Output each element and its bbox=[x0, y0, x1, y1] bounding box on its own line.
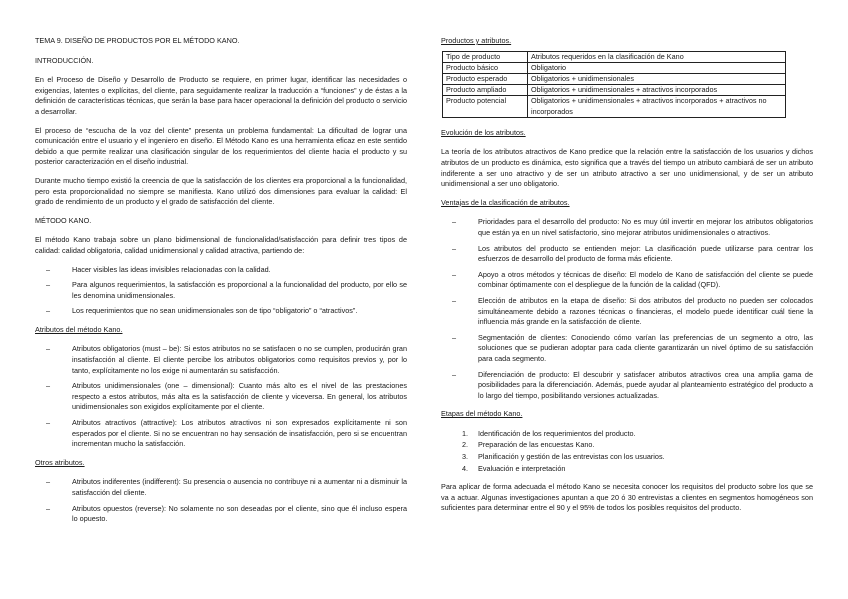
step-text: Planificación y gestión de las entrevistas con los usuarios. bbox=[478, 452, 665, 462]
table-cell: Obligatorios + unidimensionales + atractivos incorporados bbox=[528, 85, 786, 96]
table-header-cell: Atributos requeridos en la clasificación de Kano bbox=[528, 51, 786, 62]
table-cell: Obligatorio bbox=[528, 62, 786, 73]
list-item: – Atributos atractivos (attractive): Los atributos atractivos ni son expresados explícitamente ni son esperados por el cliente. Si no se encuentran no hay sensación de insatisfacción, pero si se encuentran incrementan mucho la satisfacción. bbox=[35, 418, 407, 450]
list-item: – Atributos indiferentes (indifferent): Su presencia o ausencia no contribuye ni a aumentar ni a disminuir la satisfacción del cliente. bbox=[35, 477, 407, 498]
intro-paragraph-3: Durante mucho tiempo existió la creencia de que la satisfacción de los clientes era proporcional a la funcionalidad, pero esta proporcionalidad no siempre se manifiesta. Kano utilizó dos dimensiones para evaluar la calidad: El grado de rendimiento de un producto y el grado de satisfacción del cliente. bbox=[35, 175, 407, 207]
product-attributes-table bbox=[442, 51, 786, 118]
right-column bbox=[441, 36, 813, 522]
intro-paragraph-1: En el Proceso de Diseño y Desarrollo de Producto se requiere, en primer lugar, identificar las necesidades o exigencias, latentes o explícitas, del cliente, para seguidamente realizar la traducción a “funciones” y de éstas a la definición de características técnicas, que serán la base para hacer operacional la definición del producto o servicio a desarrollar. bbox=[35, 75, 407, 116]
stages-list bbox=[441, 429, 813, 474]
table-row bbox=[443, 62, 786, 73]
method-heading: MÉTODO KANO. bbox=[35, 215, 92, 225]
list-item: – Los atributos del producto se entienden mejor: La clasificación puede utilizarse para centrar los esfuerzos de desarrollo del producto de forma más eficiente. bbox=[441, 244, 813, 265]
attributes-list bbox=[35, 344, 407, 449]
list-item: – Atributos unidimensionales (one – dimensional): Cuanto más alto es el nivel de las prestaciones respecto a estos atributos, más alta es la satisfacción de cliente y viceversa. En general, los atributos unidimensionales son exigidos explícitamente por el cliente. bbox=[35, 381, 407, 413]
method-list bbox=[35, 265, 407, 317]
list-item: – Elección de atributos en la etapa de diseño: Si dos atributos del producto no pueden ser colocados simultáneamente debido a razones técnicas o financieras, el modelo puede identificar cuál tiene la influencia más grande en la satisfacción de cliente. bbox=[441, 296, 813, 328]
step-text: Identificación de los requerimientos del producto. bbox=[478, 428, 636, 438]
left-column bbox=[35, 36, 407, 533]
advantages-list bbox=[441, 217, 813, 401]
step-text: Preparación de las encuestas Kano. bbox=[478, 440, 595, 450]
table-cell: Obligatorios + unidimensionales + atractivos incorporados + atractivos no incorporados bbox=[528, 96, 786, 117]
other-attributes-heading: Otros atributos. bbox=[35, 457, 85, 467]
list-item: – Los requerimientos que no sean unidimensionales son de tipo “obligatorio” o “atractivos”. bbox=[35, 306, 407, 317]
table-row bbox=[443, 74, 786, 85]
step-number: 3. bbox=[462, 452, 469, 462]
table-cell: Producto esperado bbox=[443, 74, 528, 85]
list-item: – Diferenciación de producto: El descubrir y satisfacer atributos atractivos crea una amplia gama de posibilidades para la diferenciación. Además, puede ayudar al planteamiento estratégico del producto a lo largo del tiempo, posibilitando versiones actualizadas. bbox=[441, 370, 813, 402]
list-item: – Prioridades para el desarrollo del producto: No es muy útil invertir en mejorar los atributos obligatorios que están ya en un nivel satisfactorio, sino mejorar atributos unidimensionales o atractivos. bbox=[441, 217, 813, 238]
advantages-heading: Ventajas de la clasificación de atributos. bbox=[441, 197, 570, 207]
list-item: – Para algunos requerimientos, la satisfacción es proporcional a la funcionalidad del producto, por ello se les denomina unidimensionales. bbox=[35, 280, 407, 301]
list-item: – Atributos obligatorios (must – be): Si estos atributos no se satisfacen o no se cumplen, producirán gran insatisfacción al cliente. El cliente percibe los atributos obligatorios como requisitos previos y, por lo tanto, explícitamente no los exige ni aumentarán su satisfacción. bbox=[35, 344, 407, 376]
intro-heading: INTRODUCCIÓN. bbox=[35, 55, 94, 65]
evolution-paragraph: La teoría de los atributos atractivos de Kano predice que la relación entre la satisfacción de los usuarios y dichos atributos de un producto es dinámica, esto significa que a través del tiempo un atributo cambiará de ser un atributo indiferente a ser uno atractivo y de ser un atributo atractivo a ser uno unidimensional, y de ser un atributo unidimensional a ser uno obligatorio. bbox=[441, 147, 813, 189]
table-row bbox=[443, 96, 786, 117]
intro-paragraph-2: El proceso de “escucha de la voz del cliente” presenta un problema fundamental: La dificultad de lograr una comunicación entre el usuario y el ingeniero en diseño. El Método Kano es una herramienta eficaz en este sentido debido a que permite realizar una clasificación singular de los requerimientos del cliente hacia el producto y su posterior caracterización en el diseño industrial. bbox=[35, 125, 407, 167]
list-item bbox=[441, 429, 813, 440]
step-text: Evaluación e interpretación bbox=[478, 463, 566, 473]
evolution-heading: Evolución de los atributos. bbox=[441, 127, 526, 137]
table-header-cell: Tipo de producto bbox=[443, 51, 528, 62]
list-item: – Atributos opuestos (reverse): No solamente no son deseadas por el cliente, sino que él incluso espera lo opuesto. bbox=[35, 504, 407, 525]
stages-heading: Etapas del método Kano. bbox=[441, 409, 523, 419]
products-heading: Productos y atributos. bbox=[441, 36, 512, 45]
method-paragraph: El método Kano trabaja sobre un plano bidimensional de funcionalidad/satisfacción para definir tres tipos de calidad: calidad obligatoria, calidad unidimensional y calidad atractiva, partiendo de: bbox=[35, 235, 407, 255]
list-item bbox=[441, 440, 813, 451]
list-item bbox=[441, 452, 813, 463]
table-cell: Producto básico bbox=[443, 62, 528, 73]
list-item: – Apoyo a otros métodos y técnicas de diseño: El modelo de Kano de satisfacción del cliente se puede combinar óptimamente con el despliegue de la función de la calidad (QFD). bbox=[441, 270, 813, 291]
step-number: 4. bbox=[462, 463, 469, 473]
table-header-row bbox=[443, 51, 786, 62]
table-cell: Producto potencial bbox=[443, 96, 528, 117]
list-item: – Segmentación de clientes: Conociendo cómo varían las preferencias de un segmento a otro, las soluciones que se pudieran adoptar para cada cliente garantizarán un nivel óptimo de su satisfacción para cada segmento. bbox=[441, 333, 813, 365]
table-row bbox=[443, 85, 786, 96]
step-number: 2. bbox=[462, 440, 469, 450]
table-cell: Producto ampliado bbox=[443, 85, 528, 96]
table-cell: Obligatorios + unidimensionales bbox=[528, 74, 786, 85]
step-number: 1. bbox=[462, 428, 469, 438]
other-attributes-list bbox=[35, 477, 407, 524]
attributes-heading: Atributos del método Kano. bbox=[35, 324, 123, 334]
final-paragraph: Para aplicar de forma adecuada el método Kano se necesita conocer los requisitos del producto sobre los que se va a actuar. Algunas investigaciones apuntan a que 20 ó 30 entrevistas a clientes en segmentos homogéneos son suficientes para determinar entre el 90 y el 95% de todos los posibles requisitos del producto. bbox=[441, 482, 813, 513]
document-title: TEMA 9. DISEÑO DE PRODUCTOS POR EL MÉTODO KANO. bbox=[35, 36, 240, 45]
list-item: – Hacer visibles las ideas invisibles relacionadas con la calidad. bbox=[35, 265, 407, 276]
list-item bbox=[441, 464, 813, 475]
